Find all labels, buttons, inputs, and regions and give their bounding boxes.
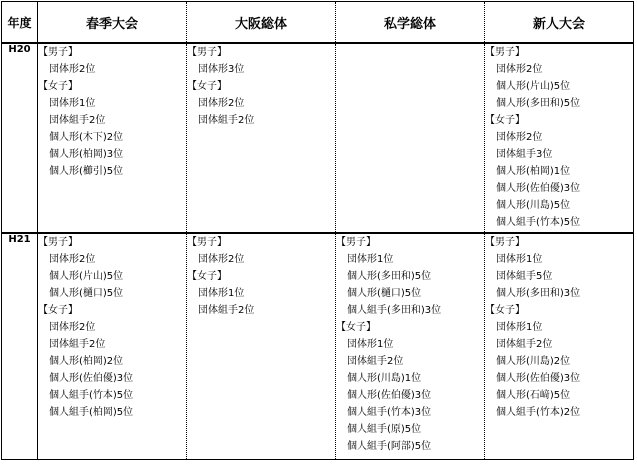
header-year: 年度 <box>2 2 38 44</box>
division-heading: 【女子】 <box>187 271 227 282</box>
result-line: 個人形(樋口)5位 <box>347 288 422 299</box>
result-line: 個人形(川島)5位 <box>496 200 571 211</box>
result-line: 個人形(川島)1位 <box>347 373 422 384</box>
result-line: 団体形1位 <box>496 254 543 265</box>
year-label: H20 <box>2 43 38 233</box>
result-line: 個人組手(柏岡)5位 <box>49 407 134 418</box>
result-line: 個人形(多田和)5位 <box>347 271 432 282</box>
result-line: 団体形2位 <box>496 64 543 75</box>
result-line: 個人形(木下)2位 <box>49 132 124 143</box>
division-heading: 【女子】 <box>485 305 525 316</box>
result-cell <box>187 233 336 460</box>
division-heading: 【男子】 <box>485 47 525 58</box>
division-heading: 【男子】 <box>187 47 227 58</box>
result-line: 個人組手(竹本)3位 <box>347 407 432 418</box>
result-line: 団体組手2位 <box>49 339 106 350</box>
result-line: 個人組手(竹本)5位 <box>49 390 134 401</box>
results-table <box>1 1 634 460</box>
division-heading: 【男子】 <box>38 237 78 248</box>
result-line: 個人形(片山)5位 <box>49 271 124 282</box>
division-heading: 【男子】 <box>187 237 227 248</box>
division-heading: 【女子】 <box>336 322 376 333</box>
division-heading: 【女子】 <box>187 81 227 92</box>
header-row <box>2 2 634 44</box>
result-line: 個人形(石﨑)5位 <box>496 390 571 401</box>
header-event-rookie: 新人大会 <box>485 2 634 44</box>
result-line: 個人形(柏岡)1位 <box>496 166 571 177</box>
result-line: 個人形(佐伯優)3位 <box>496 373 581 384</box>
result-line: 個人形(多田和)5位 <box>496 98 581 109</box>
result-line: 団体組手2位 <box>198 115 255 126</box>
result-line: 団体組手3位 <box>496 149 553 160</box>
result-cell <box>187 43 336 233</box>
result-cell <box>485 43 634 233</box>
result-cell <box>38 233 187 460</box>
year-label: H21 <box>2 233 38 460</box>
result-line: 個人組手(原)5位 <box>347 424 422 435</box>
result-line: 団体形1位 <box>49 98 96 109</box>
result-cell <box>336 43 485 233</box>
result-line: 個人形(柏岡)3位 <box>49 149 124 160</box>
result-line: 団体形2位 <box>198 98 245 109</box>
division-heading: 【男子】 <box>38 47 78 58</box>
result-line: 個人組手(竹本)2位 <box>496 407 581 418</box>
division-heading: 【男子】 <box>485 237 525 248</box>
result-line: 個人組手(竹本)5位 <box>496 217 581 228</box>
year-row-h20 <box>2 43 634 233</box>
result-line: 個人形(樋口)5位 <box>49 288 124 299</box>
result-cell <box>336 233 485 460</box>
result-line: 団体形1位 <box>198 288 245 299</box>
result-line: 団体組手2位 <box>496 339 553 350</box>
result-line: 団体形2位 <box>49 322 96 333</box>
header-event-spring: 春季大会 <box>38 2 187 44</box>
result-cell <box>485 233 634 460</box>
result-line: 団体形2位 <box>496 132 543 143</box>
result-line: 団体形1位 <box>347 339 394 350</box>
result-line: 個人形(佐伯優)3位 <box>347 390 432 401</box>
result-line: 個人形(柏岡)2位 <box>49 356 124 367</box>
division-heading: 【男子】 <box>336 237 376 248</box>
header-event-private: 私学総体 <box>336 2 485 44</box>
result-line: 個人形(片山)5位 <box>496 81 571 92</box>
year-row-h21 <box>2 233 634 460</box>
result-line: 団体組手2位 <box>347 356 404 367</box>
result-line: 団体組手2位 <box>49 115 106 126</box>
result-line: 団体組手2位 <box>198 305 255 316</box>
result-line: 個人形(多田和)3位 <box>496 288 581 299</box>
result-line: 団体組手5位 <box>496 271 553 282</box>
result-line: 個人組手(阿部)5位 <box>347 441 432 452</box>
result-line: 団体形2位 <box>49 254 96 265</box>
result-line: 個人形(川島)2位 <box>496 356 571 367</box>
result-line: 団体形2位 <box>49 64 96 75</box>
result-line: 個人形(佐伯優)3位 <box>496 183 581 194</box>
result-line: 団体形3位 <box>198 64 245 75</box>
result-cell <box>38 43 187 233</box>
result-line: 個人組手(多田和)3位 <box>347 305 442 316</box>
header-event-osaka: 大阪総体 <box>187 2 336 44</box>
result-line: 団体形1位 <box>496 322 543 333</box>
result-line: 団体形1位 <box>347 254 394 265</box>
result-line: 個人形(櫛引)5位 <box>49 166 124 177</box>
division-heading: 【女子】 <box>38 305 78 316</box>
results-sheet <box>1 1 635 463</box>
division-heading: 【女子】 <box>38 81 78 92</box>
result-line: 個人形(佐伯優)3位 <box>49 373 134 384</box>
result-line: 団体形2位 <box>198 254 245 265</box>
division-heading: 【女子】 <box>485 115 525 126</box>
